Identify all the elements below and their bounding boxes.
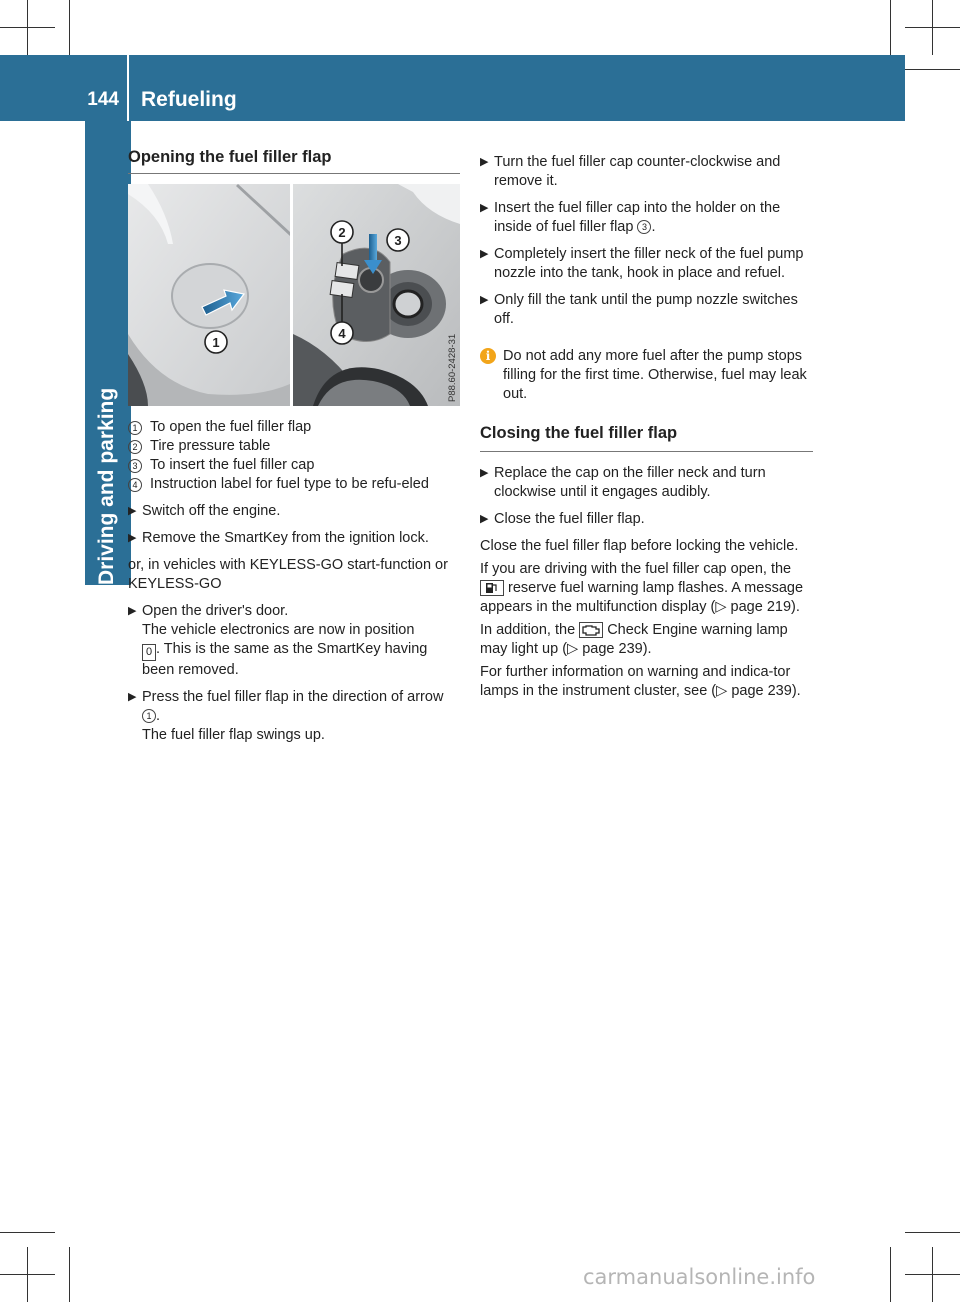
step-arrow-icon: ▶ xyxy=(128,505,137,517)
side-label-container xyxy=(87,130,131,585)
paragraph xyxy=(480,621,813,659)
info-note xyxy=(480,347,813,404)
step-line: Insert the fuel filler cap into the holder on the inside of fuel filler flap xyxy=(494,200,781,235)
crop-mark xyxy=(905,1232,960,1233)
legend-item xyxy=(128,456,460,475)
step-line: Open the driver's door. xyxy=(142,603,289,619)
header-band xyxy=(0,55,905,121)
page-arrow-icon: ▷ xyxy=(567,641,583,657)
page-reference[interactable]: page 219 xyxy=(730,599,792,615)
callout-4: 4 xyxy=(338,326,346,341)
paragraph xyxy=(480,560,813,617)
instruction-step xyxy=(128,602,460,680)
instruction-step xyxy=(480,291,813,329)
crop-mark xyxy=(69,1247,70,1302)
watermark: carmanualsonline.info xyxy=(583,1265,816,1289)
crop-mark xyxy=(932,0,933,55)
step-line: The fuel filler flap swings up. xyxy=(142,727,325,743)
fuel-pump-icon xyxy=(480,580,504,596)
key-position-icon: 0 xyxy=(142,644,156,661)
page-reference[interactable]: page 239 xyxy=(731,683,792,699)
step-arrow-icon: ▶ xyxy=(480,202,489,214)
fuel-flap-illustration xyxy=(128,184,460,406)
left-column xyxy=(128,148,460,745)
instruction-step xyxy=(128,502,460,521)
text-run: ). xyxy=(642,641,652,657)
section-title-opening: Opening the fuel filler flap xyxy=(128,148,460,174)
crop-mark xyxy=(0,1232,55,1233)
callout-2: 2 xyxy=(338,225,346,240)
instruction-step xyxy=(480,199,813,237)
period: . xyxy=(156,708,161,724)
section-title-closing: Closing the fuel filler flap xyxy=(480,424,813,452)
instruction-step xyxy=(480,153,813,191)
step-line: Press the fuel filler flap in the direction of arrow xyxy=(142,689,444,705)
info-text: Do not add any more fuel after the pump stops filling for the first time. Otherwise, fuel may leak out. xyxy=(503,348,807,402)
crop-mark xyxy=(27,0,28,55)
text-run: reserve fuel warning lamp flashes. A message appears in the multifunction display ( xyxy=(480,580,804,615)
page-arrow-icon: ▷ xyxy=(715,599,731,615)
legend-number: 3 xyxy=(128,459,142,473)
paragraph: Close the fuel filler flap before locking the vehicle. xyxy=(480,538,799,554)
text-run: If you are driving with the fuel filler cap open, the xyxy=(480,561,792,577)
step-line: The vehicle electronics are now in position xyxy=(142,622,415,638)
legend-text: To insert the fuel filler cap xyxy=(150,457,315,473)
step-arrow-icon: ▶ xyxy=(480,467,489,479)
info-icon: i xyxy=(480,348,496,364)
figure-legend xyxy=(128,418,460,494)
step-text xyxy=(142,602,460,680)
instruction-step xyxy=(480,245,813,283)
step-text xyxy=(494,199,813,237)
step-arrow-icon: ▶ xyxy=(480,294,489,306)
legend-text: Tire pressure table xyxy=(150,438,271,454)
step-text xyxy=(142,688,460,745)
inline-callout: 1 xyxy=(142,709,156,723)
side-label: Driving and parking xyxy=(95,387,118,585)
instruction-step xyxy=(480,464,813,502)
page-reference[interactable]: page 239 xyxy=(582,641,643,657)
step-text: Turn the fuel filler cap counter-clockwise and remove it. xyxy=(494,154,781,189)
step-text: Close the fuel filler flap. xyxy=(494,511,645,527)
page-number: 144 xyxy=(87,89,119,110)
callout-3: 3 xyxy=(394,233,402,248)
legend-text: To open the fuel filler flap xyxy=(150,419,312,435)
legend-text: Instruction label for fuel type to be refu-eled xyxy=(150,476,429,492)
chapter-title: Refueling xyxy=(141,88,237,111)
paragraph xyxy=(480,663,813,701)
text-run: ). xyxy=(791,683,801,699)
step-arrow-icon: ▶ xyxy=(128,605,137,617)
crop-mark xyxy=(69,0,70,55)
step-text: Completely insert the filler neck of the fuel pump nozzle into the tank, hook in place and refuel. xyxy=(494,246,804,281)
step-text: Replace the cap on the filler neck and turn clockwise until it engages audibly. xyxy=(494,465,766,500)
legend-item xyxy=(128,418,460,437)
instruction-step xyxy=(128,529,460,548)
legend-number: 2 xyxy=(128,440,142,454)
crop-mark xyxy=(932,1247,933,1302)
inline-callout: 3 xyxy=(637,220,651,234)
step-line: . This is the same as the SmartKey having been removed. xyxy=(142,641,428,678)
step-arrow-icon: ▶ xyxy=(480,248,489,260)
crop-mark xyxy=(905,69,960,70)
header-divider xyxy=(127,55,129,121)
crop-mark xyxy=(27,1247,28,1302)
legend-number: 4 xyxy=(128,478,142,492)
check-engine-icon xyxy=(579,622,603,638)
step-arrow-icon: ▶ xyxy=(480,156,489,168)
figure-code: P88.60-2428-31 xyxy=(447,333,458,402)
step-arrow-icon: ▶ xyxy=(128,532,137,544)
text-run: For further information on warning and indica-tor lamps in the instrument cluster, see ( xyxy=(480,664,791,699)
period: . xyxy=(651,219,656,235)
legend-number: 1 xyxy=(128,421,142,435)
paragraph: or, in vehicles with KEYLESS-GO start-function or KEYLESS-GO xyxy=(128,557,448,592)
page-arrow-icon: ▷ xyxy=(716,683,732,699)
step-arrow-icon: ▶ xyxy=(480,513,489,525)
instruction-step xyxy=(480,510,813,529)
right-column xyxy=(480,153,813,701)
crop-mark xyxy=(890,0,891,55)
step-text: Remove the SmartKey from the ignition lock. xyxy=(142,530,429,546)
step-arrow-icon: ▶ xyxy=(128,691,137,703)
step-text: Only fill the tank until the pump nozzle switches off. xyxy=(494,292,798,327)
legend-item xyxy=(128,437,460,456)
legend-item xyxy=(128,475,460,494)
text-run: Check Engine warning lamp may light up ( xyxy=(480,622,788,657)
crop-mark xyxy=(890,1247,891,1302)
callout-1: 1 xyxy=(212,335,220,350)
text-run: ). xyxy=(791,599,800,615)
step-text: Switch off the engine. xyxy=(142,503,281,519)
fuel-flap-figure xyxy=(128,184,460,406)
text-run: In addition, the xyxy=(480,622,576,638)
instruction-step xyxy=(128,688,460,745)
